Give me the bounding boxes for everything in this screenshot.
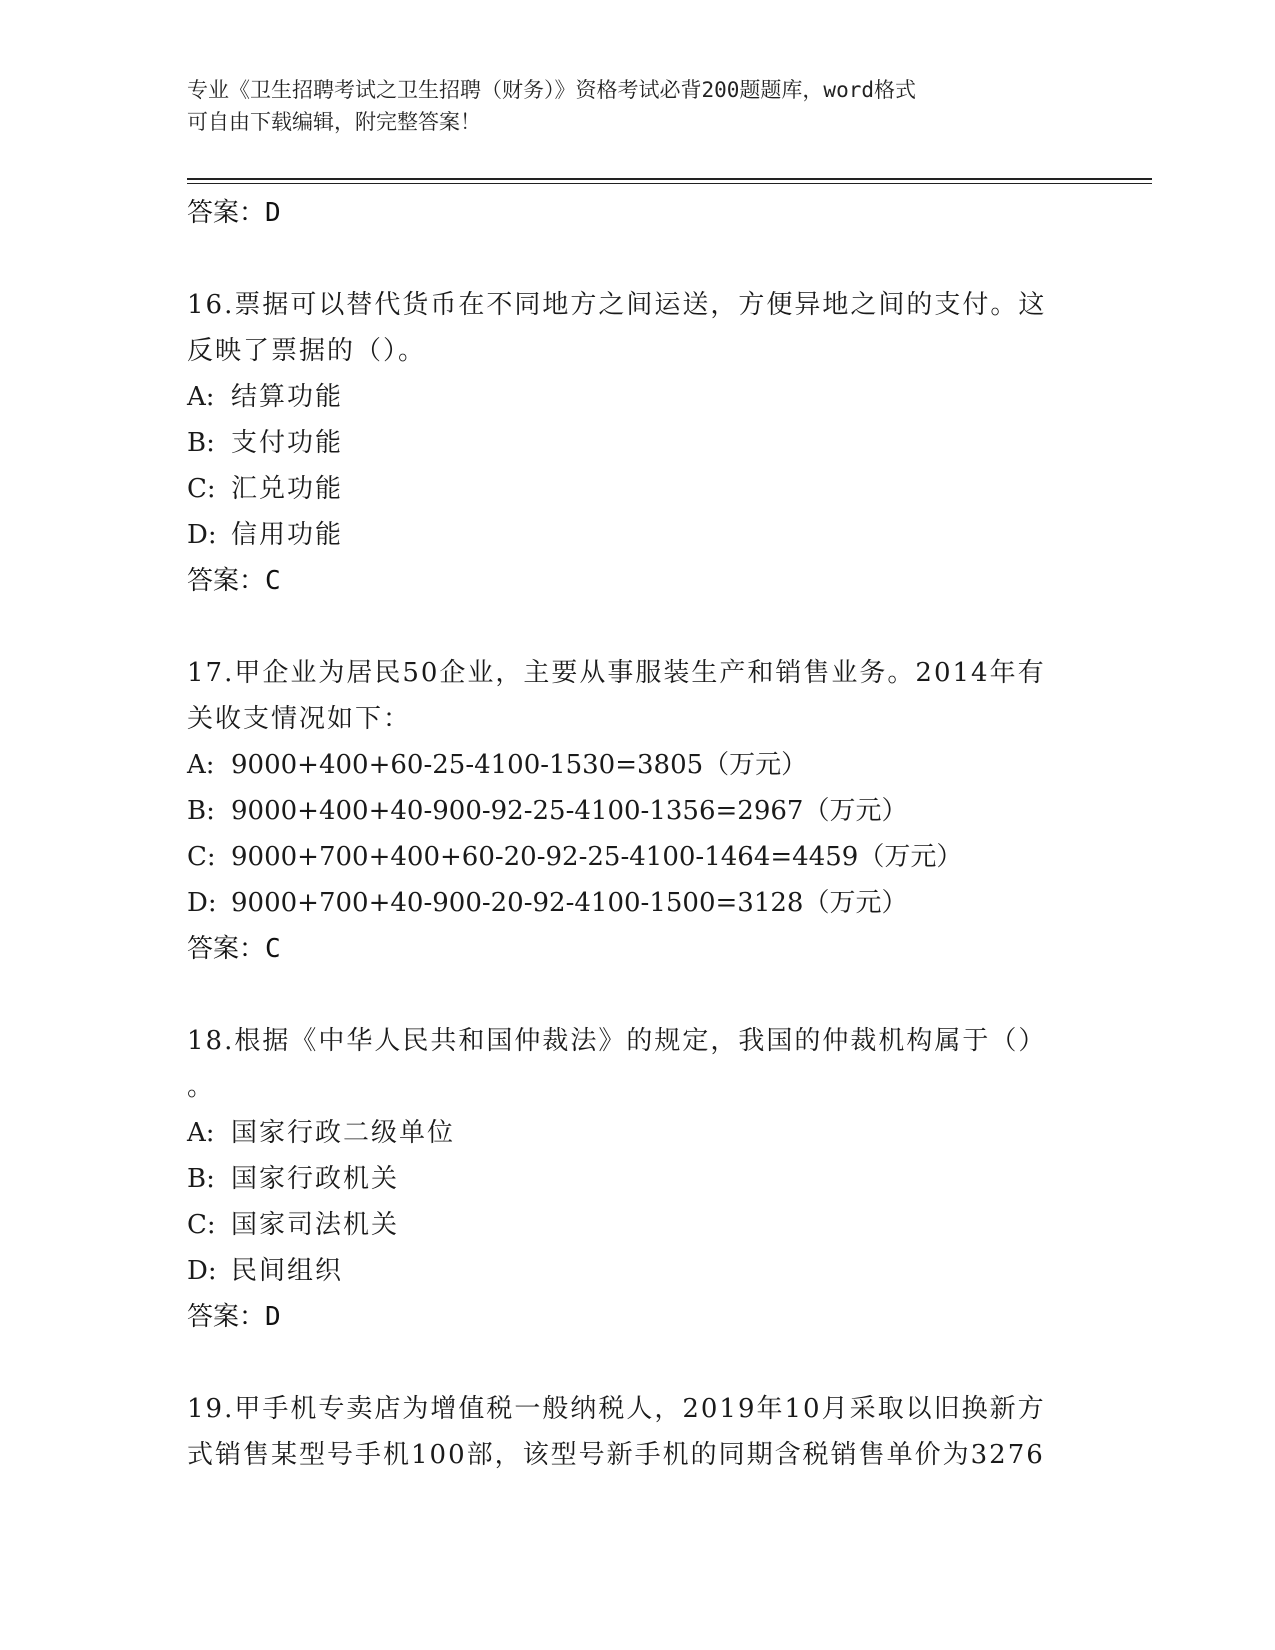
option-c [187,466,1087,512]
answer-label: 答案：C [187,566,281,596]
question-text-line: 18.根据《中华人民共和国仲裁法》的规定，我国的仲裁机构属于（） [187,1026,1047,1056]
answer-label: 答案：C [187,934,281,964]
question-text-line: 。 [187,1072,216,1102]
question-block [187,1386,1087,1478]
option-label: C: [187,474,216,504]
option-b [187,788,1087,834]
option-label: D: [187,1256,217,1286]
question-text-line: 式销售某型号手机100部，该型号新手机的同期含税销售单价为3276 [187,1440,1045,1470]
question-block [187,1018,1087,1340]
option-label: D: [187,888,217,918]
option-b [187,420,1087,466]
header-line-1: 专业《卫生招聘考试之卫生招聘（财务）》资格考试必背200题题库，word格式 [187,78,916,102]
option-text: 国家司法机关 [231,1210,400,1240]
question-text-line: 19.甲手机专卖店为增值税一般纳税人，2019年10月采取以旧换新方 [187,1394,1046,1424]
option-label: C: [187,1210,216,1240]
option-text: 信用功能 [231,520,344,550]
option-label: A: [187,382,215,412]
option-c [187,1202,1087,1248]
document-body [187,190,1087,1478]
option-text: 9000+700+400+60-20-92-25-4100-1464=4459（万元） [231,842,963,872]
option-text: 民间组织 [231,1256,344,1286]
option-text: 9000+700+40-900-20-92-4100-1500=3128（万元） [231,888,908,918]
option-label: A: [187,1118,215,1148]
option-text: 支付功能 [231,428,344,458]
option-label: B: [187,796,215,826]
option-text: 9000+400+40-900-92-25-4100-1356=2967（万元） [231,796,908,826]
option-d [187,1248,1087,1294]
answer-label: 答案：D [187,198,281,228]
option-text: 国家行政二级单位 [231,1118,456,1148]
answer-label: 答案：D [187,1302,281,1332]
option-a [187,374,1087,420]
header-rule-thin [187,183,1152,184]
question-block [187,650,1087,972]
option-label: C: [187,842,216,872]
option-c [187,834,1087,880]
question-text-line: 16.票据可以替代货币在不同地方之间运送，方便异地之间的支付。这 [187,290,1047,320]
option-label: A: [187,750,215,780]
option-text: 国家行政机关 [231,1164,400,1194]
header-rule-thick [187,178,1152,180]
question-text-line: 17.甲企业为居民50企业，主要从事服装生产和销售业务。2014年有 [187,658,1046,688]
option-d [187,880,1087,926]
document-header [187,74,1057,138]
question-text-line: 反映了票据的（）。 [187,336,427,366]
option-label: D: [187,520,217,550]
header-line-2: 可自由下载编辑，附完整答案！ [187,110,481,134]
question-block [187,282,1087,604]
question-text-line: 关收支情况如下： [187,704,412,734]
option-a [187,742,1087,788]
option-b [187,1156,1087,1202]
option-text: 9000+400+60-25-4100-1530=3805（万元） [231,750,808,780]
option-text: 汇兑功能 [231,474,344,504]
option-label: B: [187,1164,215,1194]
option-a [187,1110,1087,1156]
option-label: B: [187,428,215,458]
option-d [187,512,1087,558]
option-text: 结算功能 [231,382,344,412]
